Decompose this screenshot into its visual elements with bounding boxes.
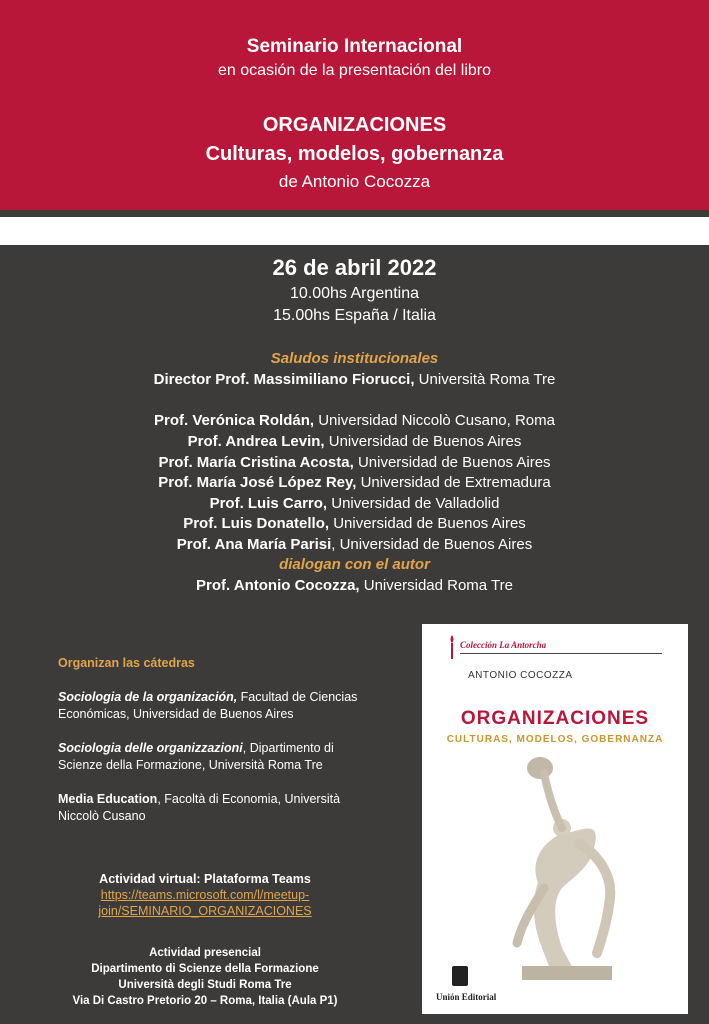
book-author: de Antonio Cocozza — [278, 172, 431, 191]
event-time-argentina: 10.00hs Argentina — [290, 285, 419, 302]
panelist-name: Prof. Verónica Roldán, — [154, 412, 315, 429]
presencial-address: Via Di Castro Pretorio 20 – Roma, Italia (Aula P1) — [72, 995, 338, 1007]
author-name: Prof. Antonio Cocozza, — [195, 577, 360, 594]
dialogue-heading: dialogan con el autor — [279, 556, 430, 573]
presencial-activity — [50, 945, 360, 1009]
greetings-heading: Saludos institucionales — [270, 350, 439, 367]
cover-rule — [460, 653, 662, 654]
panelist-affiliation: Universidad de Valladolid — [327, 495, 500, 512]
presencial-university: Università degli Studi Roma Tre — [118, 979, 292, 991]
organizer-item — [58, 740, 368, 774]
organizer-detail: , Dipartimento di Scienze della Formazione, Università Roma Tre — [58, 741, 334, 772]
organizer-item — [58, 689, 368, 723]
presencial-label: Actividad presencial — [149, 947, 261, 959]
panelist-name: Prof. Luis Carro, — [209, 495, 328, 512]
book-cover — [422, 624, 688, 1014]
panelist-name: Prof. Luis Donatello, — [183, 515, 330, 532]
cover-author: ANTONIO COCOZZA — [468, 670, 573, 681]
organizer-item — [58, 791, 368, 825]
panelist-affiliation: Universidad de Buenos Aires — [329, 515, 526, 532]
organizer-chair: Sociologia de la organización, — [58, 690, 238, 704]
panelist-name: Prof. Ana María Parisi — [176, 536, 332, 553]
author-line — [0, 577, 709, 594]
event-time-europe: 15.00hs España / Italia — [273, 307, 436, 324]
main-panel — [0, 245, 709, 1024]
panelist-line — [0, 433, 709, 450]
cover-title: ORGANIZACIONES — [460, 708, 650, 729]
teams-link-line2[interactable]: join/SEMINARIO_ORGANIZACIONES — [98, 904, 312, 918]
cover-subtitle: CULTURAS, MODELOS, GOBERNANZA — [446, 734, 664, 745]
event-date: 26 de abril 2022 — [272, 255, 437, 280]
panelist-name: Prof. María José López Rey, — [158, 474, 357, 491]
torch-icon — [448, 634, 456, 660]
panelist-line — [0, 515, 709, 532]
panelist-name: Prof. María Cristina Acosta, — [158, 454, 354, 471]
seminar-title: Seminario Internacional — [246, 36, 463, 57]
panelist-line — [0, 454, 709, 471]
teams-link-line1[interactable]: https://teams.microsoft.com/l/meetup- — [100, 888, 310, 902]
book-subtitle: Culturas, modelos, gobernanza — [205, 143, 504, 165]
panelist-affiliation: , Universidad de Buenos Aires — [331, 536, 533, 553]
organizers-heading: Organizan las cátedras — [58, 656, 195, 670]
book-collection: Colección La Antorcha — [460, 640, 547, 650]
divider-stripe — [0, 210, 709, 217]
director-affiliation: Università Roma Tre — [414, 371, 556, 388]
author-affiliation: Universidad Roma Tre — [359, 577, 513, 594]
organizer-detail: Facultad de Ciencias Económicas, Universidad de Buenos Aires — [58, 690, 358, 721]
organizer-chair: Media Education — [58, 792, 158, 806]
organizers-section — [58, 655, 368, 842]
publisher-logo-icon — [452, 966, 468, 986]
panelist-affiliation: Universidad Niccolò Cusano, Roma — [314, 412, 555, 429]
header-banner — [0, 0, 709, 210]
panelist-affiliation: Universidad de Buenos Aires — [324, 433, 522, 450]
panelist-name: Prof. Andrea Levin, — [187, 433, 325, 450]
divider-gap — [0, 217, 709, 245]
panelist-line — [0, 495, 709, 512]
teams-link[interactable] — [50, 887, 360, 919]
seminar-subtitle: en ocasión de la presentación del libro — [217, 62, 492, 79]
director-name: Director Prof. Massimiliano Fiorucci, — [153, 371, 415, 388]
discobolus-statue-image — [462, 748, 662, 984]
panelist-line — [0, 412, 709, 429]
book-title: ORGANIZACIONES — [262, 114, 447, 136]
virtual-activity — [50, 871, 360, 919]
presencial-department: Dipartimento di Scienze della Formazione — [91, 963, 319, 975]
panelist-affiliation: Universidad de Extremadura — [356, 474, 551, 491]
cover-publisher: Unión Editorial — [436, 992, 497, 1002]
organizer-detail: , Facoltà di Economia, Università Niccolò Cusano — [58, 792, 341, 823]
organizer-chair: Sociologia delle organizzazioni — [58, 741, 243, 755]
panelist-line — [0, 536, 709, 553]
panelist-line — [0, 474, 709, 491]
virtual-label: Actividad virtual: Plataforma Teams — [99, 872, 311, 886]
panelist-affiliation: Universidad de Buenos Aires — [353, 454, 551, 471]
director-line — [0, 371, 709, 388]
